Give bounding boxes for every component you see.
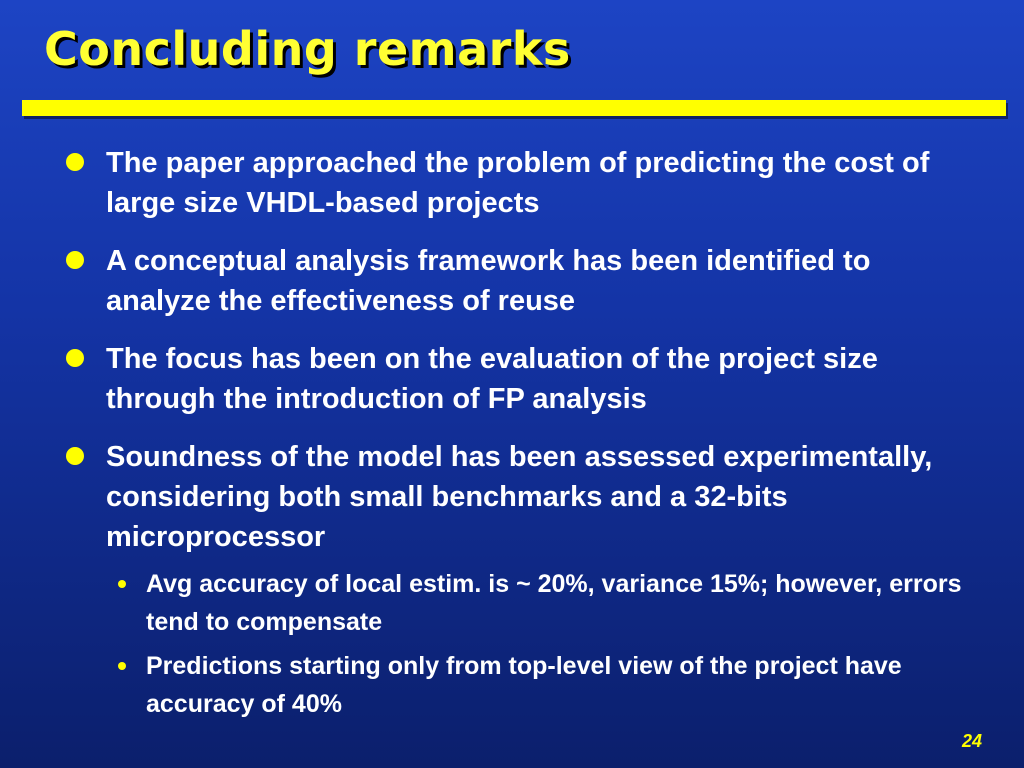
- bullet-item: [62, 241, 982, 321]
- bullet-text: Soundness of the model has been assessed experimentally, considering both small benchmarks and a 32-bits microprocessor: [106, 441, 933, 553]
- title-underline-bar: [22, 100, 1006, 116]
- sub-bullet-dot-icon: [118, 580, 126, 588]
- bullet-dot-icon: [66, 447, 84, 465]
- slide-title: Concluding remarks: [44, 22, 571, 76]
- bullet-item: [62, 143, 982, 223]
- bullet-dot-icon: [66, 251, 84, 269]
- bullet-item: [62, 437, 982, 723]
- bullet-list: [62, 143, 982, 741]
- bullet-text: The paper approached the problem of predicting the cost of large size VHDL-based projects: [106, 147, 930, 219]
- sub-bullet-text: Predictions starting only from top-level view of the project have accuracy of 40%: [146, 652, 902, 718]
- sub-bullet-text: Avg accuracy of local estim. is ~ 20%, variance 15%; however, errors tend to compensate: [146, 570, 962, 636]
- sub-bullet-item: [106, 565, 982, 641]
- sub-bullet-list: [106, 565, 982, 723]
- sub-bullet-dot-icon: [118, 662, 126, 670]
- bullet-text: The focus has been on the evaluation of the project size through the introduction of FP analysis: [106, 343, 878, 415]
- bullet-item: [62, 339, 982, 419]
- page-number: 24: [961, 731, 982, 751]
- bullet-dot-icon: [66, 349, 84, 367]
- bullet-text: A conceptual analysis framework has been identified to analyze the effectiveness of reuse: [106, 245, 871, 317]
- sub-bullet-item: [106, 647, 982, 723]
- bullet-dot-icon: [66, 153, 84, 171]
